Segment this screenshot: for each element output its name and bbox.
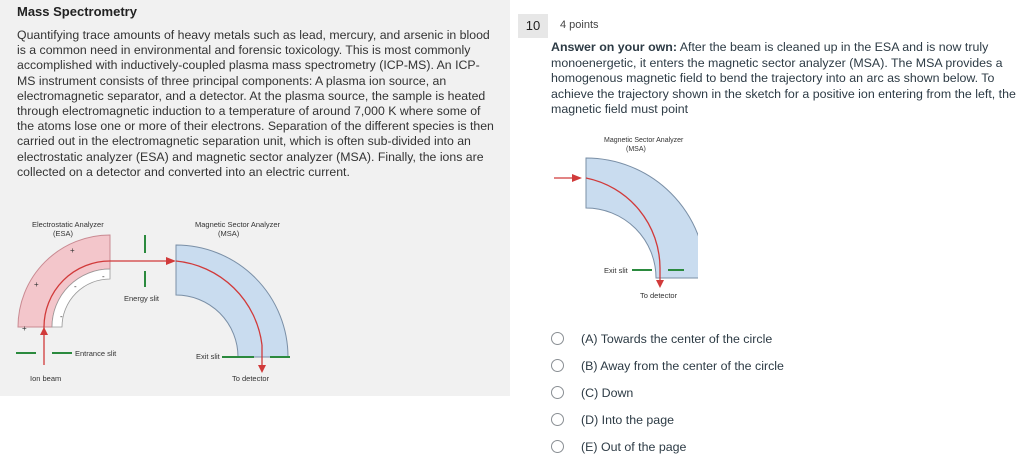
esa-to-msa-arrow <box>166 257 176 265</box>
option-e-label[interactable]: (E) Out of the page <box>581 439 687 454</box>
question-text <box>551 40 1021 118</box>
question-body: After the beam is cleaned up in the ESA and is now truly monoenergetic, it enters the magnetic sector analyzer (MSA). The MSA provides a homogenous magnetic field to bend the trajectory into an arc as shown below. To achieve the trajectory shown in the sketch for a positive ion entering from the left, the magnetic field must point <box>551 40 1016 117</box>
esa-plus-sign-2: + <box>34 280 39 289</box>
msa-exit-arrow <box>258 365 266 373</box>
to-detector-label: To detector <box>232 374 270 383</box>
mass-spectrometer-diagram <box>10 215 300 390</box>
energy-slit-label: Energy slit <box>124 294 160 303</box>
entry-beam-arrow <box>572 174 582 182</box>
esa-minus-sign-1: - <box>60 312 63 321</box>
option-c[interactable] <box>551 379 1011 406</box>
option-c-radio[interactable] <box>551 386 564 399</box>
msa-diagram <box>548 130 698 305</box>
esa-label-line2: (ESA) <box>53 229 74 238</box>
option-c-label[interactable]: (C) Down <box>581 385 634 400</box>
answer-options <box>551 325 1011 460</box>
option-d[interactable] <box>551 406 1011 433</box>
option-b-radio[interactable] <box>551 359 564 372</box>
msa-label-line2: (MSA) <box>626 146 646 153</box>
esa-plus-sign-1: + <box>22 324 27 333</box>
to-detector-label: To detector <box>640 291 678 300</box>
esa-minus-sign-3: - <box>102 272 105 281</box>
option-a-label[interactable]: (A) Towards the center of the circle <box>581 331 773 346</box>
msa-sector <box>586 158 698 278</box>
option-d-label[interactable]: (D) Into the page <box>581 412 674 427</box>
ion-beam-arrow <box>40 327 48 335</box>
msa-label-line1: Magnetic Sector Analyzer <box>604 137 684 144</box>
option-e-radio[interactable] <box>551 440 564 453</box>
option-b[interactable] <box>551 352 1011 379</box>
esa-minus-sign-2: - <box>74 282 77 291</box>
option-e[interactable] <box>551 433 1011 460</box>
exit-slit-label: Exit slit <box>196 352 220 361</box>
passage-panel <box>0 0 510 396</box>
entrance-slit-label: Entrance slit <box>75 349 117 358</box>
msa-label-line2: (MSA) <box>218 229 240 238</box>
question-lead: Answer on your own: <box>551 40 677 54</box>
option-b-label[interactable]: (B) Away from the center of the circle <box>581 358 784 373</box>
option-a[interactable] <box>551 325 1011 352</box>
esa-plus-sign-3: + <box>70 246 75 255</box>
option-a-radio[interactable] <box>551 332 564 345</box>
msa-sector <box>176 245 288 357</box>
exit-path-arrow <box>656 280 664 288</box>
passage-text: Quantifying trace amounts of heavy metals such as lead, mercury, and arsenic in blood is a common need in environmental and forensic toxicology. This is most commonly accomplished with inductively-coupled plasma mass spectrometry (ICP-MS). An ICP-MS instrument consists of three principal components: A plasma ion source, an electromagnetic separator, and a detector. At the plasma source, the sample is heated through electromagnetic induction to a temperature of around 7,000 K where some of the atoms lose one or more of their electrons. Separation of the different species is then carried out in the electromagnetic separation unit, which is often sub-divided into an electrostatic analyzer (ESA) and magnetic sector analyzer (MSA). Finally, the ions are collected on a detector and converted into an electric current. <box>17 28 494 179</box>
option-d-radio[interactable] <box>551 413 564 426</box>
question-number: 10 <box>518 14 548 38</box>
ion-beam-label: Ion beam <box>30 374 62 383</box>
exit-slit-label: Exit slit <box>604 266 628 275</box>
msa-label-line1: Magnetic Sector Analyzer <box>195 220 281 229</box>
question-points: 4 points <box>560 19 599 31</box>
passage-title: Mass Spectrometry <box>17 4 137 19</box>
esa-label-line1: Electrostatic Analyzer <box>32 220 104 229</box>
